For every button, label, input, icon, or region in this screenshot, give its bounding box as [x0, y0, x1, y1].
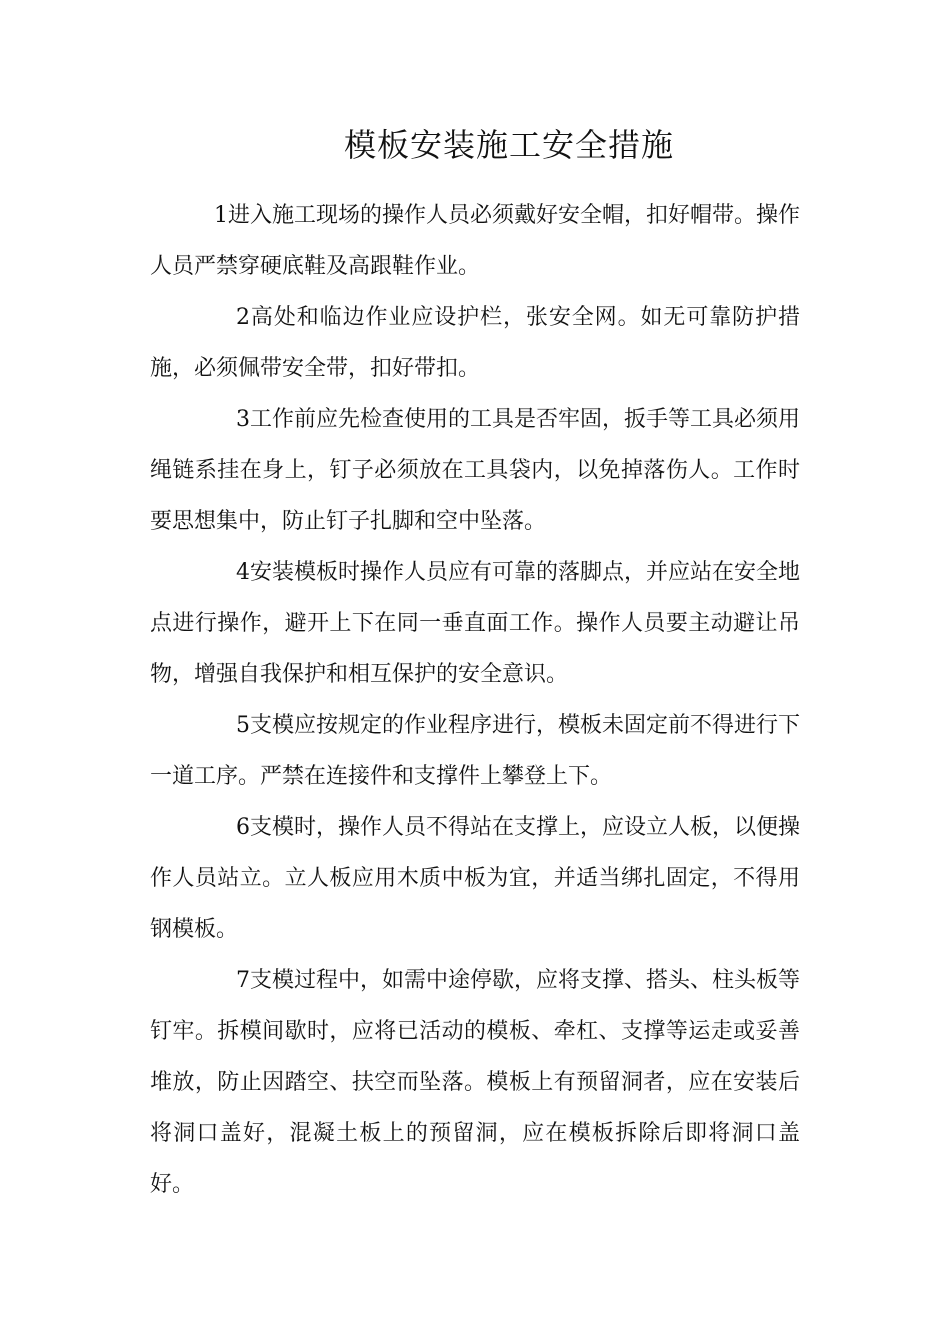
paragraph-1: 1进入施工现场的操作人员必须戴好安全帽，扣好帽带。操作人员严禁穿硬底鞋及高跟鞋作业。: [150, 203, 800, 279]
document-body: [150, 190, 800, 1210]
document-title: 模板安装施工安全措施: [343, 126, 674, 164]
paragraph-3: 3工作前应先检查使用的工具是否牢固，扳手等工具必须用绳链系挂在身上，钉子必须放在工具袋内，以免掉落伤人。工作时要思想集中，防止钉子扎脚和空中坠落。: [150, 407, 800, 534]
paragraph-7: 7支模过程中，如需中途停歇，应将支撑、搭头、柱头板等钉牢。拆模间歇时，应将已活动的模板、牵杠、支撑等运走或妥善堆放，防止因踏空、扶空而坠落。模板上有预留洞者，应在安装后将洞口盖好，混凝土板上的预留洞，应在模板拆除后即将洞口盖好。: [150, 968, 800, 1197]
paragraph-2: 2高处和临边作业应设护栏，张安全网。如无可靠防护措施，必须佩带安全带，扣好带扣。: [150, 305, 800, 381]
paragraph-5: 5支模应按规定的作业程序进行，模板未固定前不得进行下一道工序。严禁在连接件和支撑件上攀登上下。: [150, 713, 800, 789]
paragraph-6: 6支模时，操作人员不得站在支撑上，应设立人板，以便操作人员站立。立人板应用木质中板为宜，并适当绑扎固定，不得用钢模板。: [150, 815, 800, 942]
paragraph-4: 4安装模板时操作人员应有可靠的落脚点，并应站在安全地点进行操作，避开上下在同一垂直面工作。操作人员要主动避让吊物，增强自我保护和相互保护的安全意识。: [150, 560, 800, 687]
